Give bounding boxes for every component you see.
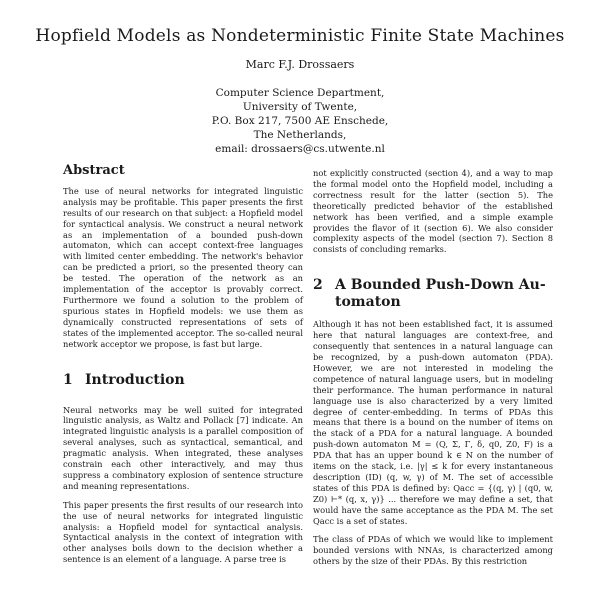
- abstract-text: The use of neural networks for integrated linguistic analysis may be profitable. This paper presents the first results of our research on that subject: a Hopfield model for syntactical analysis. We construct a neural network as an implementation of a bounded push-down automaton, which can accept context-free languages with limited center embedding. The network's behavior can be predicted a priori, so the presented theory can be tested. The operation of the network as an implementation of the acceptor is provably correct. Furthermore we found a solution to the problem of spurious states in Hopfield models: we use them as dynamically constructed representations of sets of states of the implemented acceptor. The so-called neural network acceptor we propose, is fast but large.: [63, 185, 303, 349]
- right-column: [313, 168, 553, 567]
- author-affiliation: [0, 86, 600, 156]
- affiliation-line: University of Twente,: [242, 101, 358, 113]
- intro-paragraph-1: Neural networks may be well suited for integrated linguistic analysis, as Waltz and Pollack [7] indicate. An integrated linguistic analysis is a parallel composition of several analyses, such as syntactical, semantical, and pragmatic analysis. When integrated, these analyses constrain each other interactively, and may thus suppress a combinatory explosion of sentence structure and meaning representations.: [63, 404, 303, 491]
- author-name: Marc F.J. Drossaers: [245, 58, 355, 71]
- section-number: 2: [313, 277, 323, 294]
- section2-paragraph-2: The class of PDAs of which we would like to implement bounded versions with NNAs, is characterized among others by the size of their PDAs. By this restriction: [313, 534, 553, 567]
- section-number: 1: [63, 371, 73, 388]
- section2-paragraph-1: Although it has not been established fact, it is assumed here that natural languages are context-free, and consequently that sentences in a natural language can be recognized, by a push-down automaton (PDA). However, we are not interested in modeling the competence of natural language users, but in modeling their performance. The human performance in natural language use is also characterized by a very limited degree of center-embedding. In terms of PDAs this means that there is a bound on the number of items on the stack of a PDA for a natural language. A bounded push-down automaton M = (Q, Σ, Γ, δ, q0, Z0, F) is a PDA that has an upper bound k ∈ N on the number of items on the stack, i.e. |γ| ≤ k for every instantaneous description (ID) (q, w, γ) of M. The set of accessible states of this PDA is defined by: Qacc = {(q, γ) | (q0, w, Z0) ⊢* (q, x, γ)} ... therefore we may define a set, that would have the same acceptance as the PDA M. The set Qacc is a set of states.: [313, 319, 553, 526]
- affiliation-line: P.O. Box 217, 7500 AE Enschede,: [211, 115, 389, 127]
- continuation-paragraph: not explicitly constructed (section 4), and a way to map the formal model onto the Hopfield model, including a correctness result for the latter (section 5). The theoretically predicted behavior of the established network has been verified, and a simple example provides the flavor of it (section 6). We also consider complexity aspects of the model (section 7). Section 8 consists of concluding remarks.: [313, 168, 553, 255]
- paper-title: Hopfield Models as Nondeterministic Finite State Machines: [35, 26, 565, 46]
- affiliation-line: The Netherlands,: [253, 129, 347, 141]
- affiliation-email: email: drossaers@cs.utwente.nl: [215, 143, 385, 155]
- left-column: [63, 163, 303, 565]
- section-heading-introduction: [63, 372, 303, 389]
- section-title-line-2: tomaton: [335, 294, 401, 311]
- affiliation-line: Computer Science Department,: [215, 87, 385, 99]
- section-title: Introduction: [85, 371, 185, 388]
- section-heading-bounded-pda: [313, 277, 553, 311]
- abstract-heading: Abstract: [63, 163, 125, 178]
- intro-paragraph-2: This paper presents the first results of our research into the use of neural networks for integrated linguistic analysis: a Hopfield model for syntactical analysis. Syntactical analysis in the context of integration with other analyses boils down to the decision whether a sentence is an element of a language. A parse tree is: [63, 499, 303, 565]
- section-title-line-1: A Bounded Push-Down Au-: [335, 277, 546, 294]
